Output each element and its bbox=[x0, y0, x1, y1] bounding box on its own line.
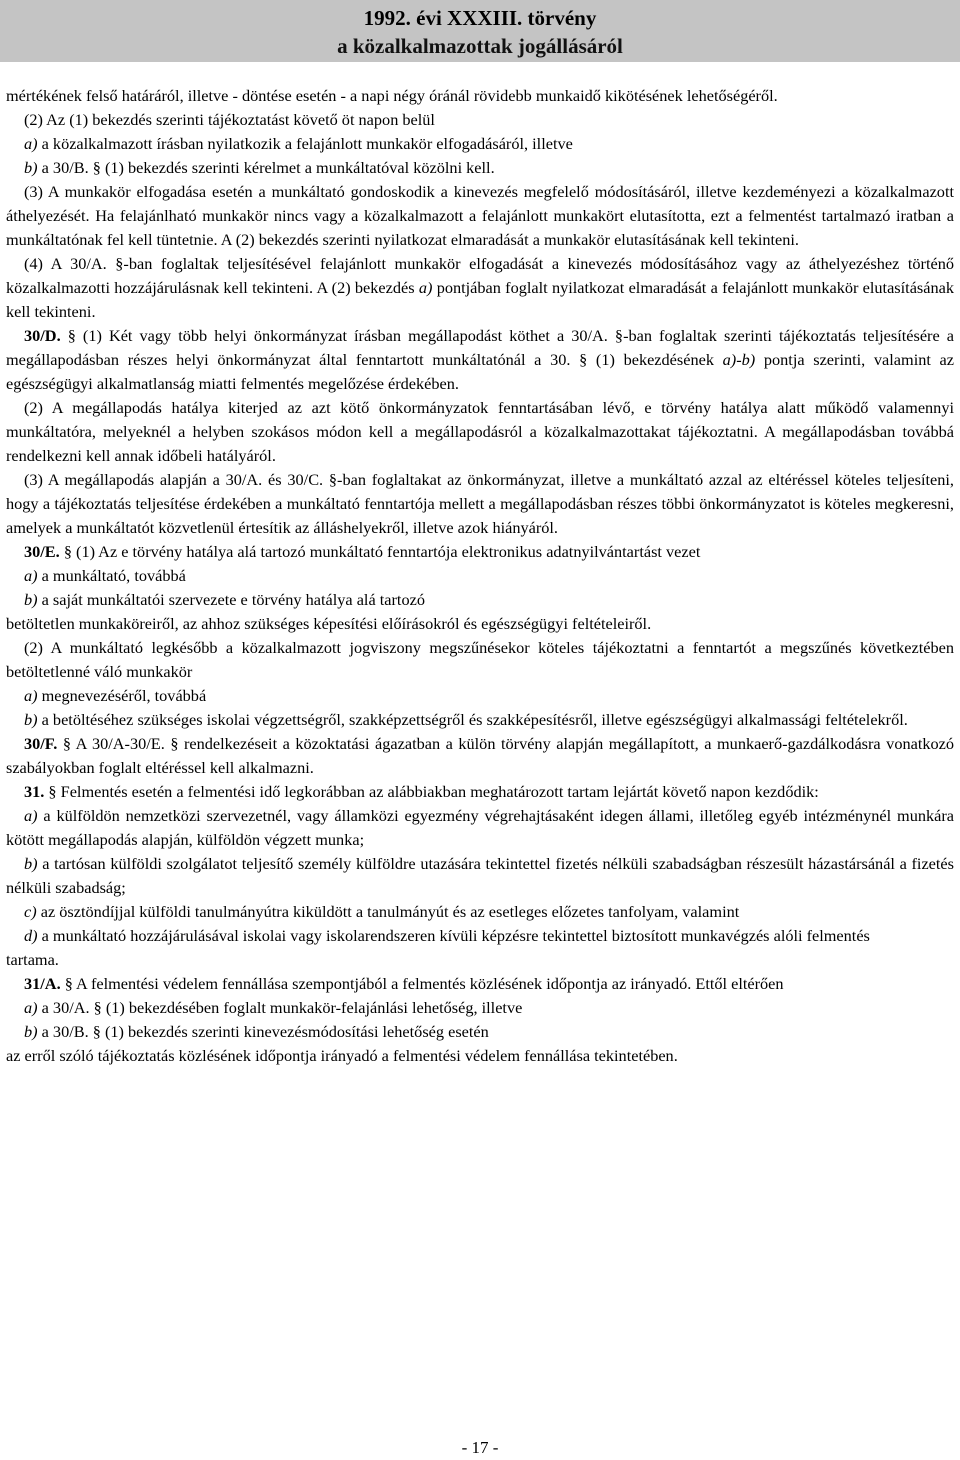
page-header bbox=[0, 0, 960, 62]
section-number: 30/F. bbox=[24, 734, 58, 753]
list-marker: d) bbox=[24, 926, 38, 945]
section-number: 31. bbox=[24, 782, 45, 801]
list-marker: b) bbox=[24, 710, 38, 729]
paragraph-text: az erről szóló tájékoztatás közlésének időpontja irányadó a felmentési védelem fennállása tekintetében. bbox=[6, 1046, 678, 1065]
paragraph-text-continued: pontja szerinti, valamint az egészségügyi alkalmatlanság miatti felmentés megelőzése érdekében. bbox=[6, 350, 955, 393]
header-subtitle: a közalkalmazottak jogállásáról bbox=[337, 34, 623, 58]
paragraph-text: a betöltéséhez szükséges iskolai végzettségről, szakképzettségről és szakképesítésről, illetve egészségügyi alkalmassági feltételekről. bbox=[37, 710, 908, 729]
paragraph-p20 bbox=[6, 852, 954, 900]
paragraph-text: a munkáltató, továbbá bbox=[37, 566, 186, 585]
paragraph-text: § Felmentés esetén a felmentési idő legkorábban az alábbiakban meghatározott tartam lejártát követő napon kezdődik: bbox=[44, 782, 819, 801]
paragraph-text: (3) A munkakör elfogadása esetén a munkáltató gondoskodik a kinevezés megfelelő módosításáról, illetve kezdeményezi a közalkalmazott áthelyezését. Ha felajánlható munkakör nincs vagy a közalkalmazott a felajánlott munkakört elutasította, ezt a felmentést tartalmazó iratban a munkáltatónak fel kell tüntetnie. A (2) bekezdés szerinti nyilatkozat elmaradását a munkakör elutasításának kell tekinteni. bbox=[6, 182, 954, 249]
paragraph-p06 bbox=[6, 252, 954, 324]
paragraph-text: § A felmentési védelem fennállása szempontjából a felmentés közlésének időpontja az irányadó. Ettől eltérően bbox=[60, 974, 784, 993]
document-body bbox=[6, 84, 954, 1068]
paragraph-p09 bbox=[6, 468, 954, 540]
paragraph-p15 bbox=[6, 684, 954, 708]
paragraph-text: a 30/B. § (1) bekezdés szerinti kérelmet a munkáltatóval közölni kell. bbox=[37, 158, 495, 177]
paragraph-p26 bbox=[6, 1020, 954, 1044]
list-marker: b) bbox=[24, 1022, 38, 1041]
paragraph-text: a saját munkáltatói szervezete e törvény hatálya alá tartozó bbox=[37, 590, 425, 609]
section-number: 30/D. bbox=[24, 326, 61, 345]
paragraph-p25 bbox=[6, 996, 954, 1020]
paragraph-p22 bbox=[6, 924, 954, 948]
paragraph-text: a tartósan külföldi szolgálatot teljesítő személy külföldre utazására tekintettel fizetés nélküli szabadságban részesült házastársánál a fizetés nélküli szabadság; bbox=[6, 854, 954, 897]
paragraph-p21 bbox=[6, 900, 954, 924]
inline-reference: a)-b) bbox=[722, 350, 756, 369]
paragraph-p16 bbox=[6, 708, 954, 732]
paragraph-text: a 30/B. § (1) bekezdés szerinti kinevezésmódosítási lehetőség esetén bbox=[37, 1022, 489, 1041]
paragraph-text: a 30/A. § (1) bekezdésében foglalt munkakör-felajánlási lehetőség, illetve bbox=[37, 998, 523, 1017]
paragraph-text: a munkáltató hozzájárulásával iskolai vagy iskolarendszeren kívüli képzésre tekintettel biztosított munkavégzés alóli felmentés bbox=[37, 926, 870, 945]
list-marker: a) bbox=[24, 686, 38, 705]
paragraph-text: (2) A megállapodás hatálya kiterjed az azt kötő önkormányzatok fenntartásában lévő, e törvény hatálya alatt működő valamennyi munkáltatóra, melyeknél a helyben szokásos módon kell a megállapodásról a közalkalmazottakat tájékoztatni. A megállapodásban továbbá rendelkezni kell annak időbeli hatályáról. bbox=[6, 398, 954, 465]
paragraph-p05 bbox=[6, 180, 954, 252]
paragraph-text: § (1) Az e törvény hatálya alá tartozó munkáltató fenntartója elektronikus adatnyilvántartást vezet bbox=[59, 542, 701, 561]
paragraph-p14 bbox=[6, 636, 954, 684]
paragraph-p03 bbox=[6, 132, 954, 156]
paragraph-p18 bbox=[6, 780, 954, 804]
paragraph-text: az ösztöndíjjal külföldi tanulmányútra kiküldött a tanulmányút és az esetleges előzetes tanfolyam, valamint bbox=[36, 902, 740, 921]
paragraph-text: megnevezéséről, továbbá bbox=[37, 686, 207, 705]
list-marker: b) bbox=[24, 158, 38, 177]
paragraph-text: betöltetlen munkaköreiről, az ahhoz szükséges képesítési előírásokról és egészségügyi feltételeiről. bbox=[6, 614, 652, 633]
paragraph-text: (2) Az (1) bekezdés szerinti tájékoztatást követő öt napon belül bbox=[24, 110, 435, 129]
paragraph-text: § (1) Két vagy több helyi önkormányzat írásban megállapodást köthet a 30/A. §-ban foglaltak szerinti tájékoztatás teljesítésére a megállapodásban részes helyi önkormányzat által fenntartott munkáltatónál a 30. § (1) bekezdésének bbox=[6, 326, 954, 369]
list-marker: a) bbox=[24, 134, 38, 153]
paragraph-text: (3) A megállapodás alapján a 30/A. és 30/C. §-ban foglaltakat az önkormányzat, illetve a munkáltató azzal az eltéréssel köteles teljesíteni, hogy a tájékoztatás teljesítése érdekében a munkáltató fenntartója mellett a megállapodásban részes többi önkormányzatot is köteles megkeresni, amelyek a munkáltatót közvetlenül értesítik az álláshelyekről, illetve azok hiányáról. bbox=[6, 470, 954, 537]
paragraph-p17 bbox=[6, 732, 954, 780]
paragraph-p01 bbox=[6, 84, 954, 108]
paragraph-p07 bbox=[6, 324, 954, 396]
paragraph-text: tartama. bbox=[6, 950, 59, 969]
page-number: - 17 - bbox=[461, 1438, 499, 1457]
paragraph-p11 bbox=[6, 564, 954, 588]
paragraph-text: a külföldön nemzetközi szervezetnél, vagy államközi egyezmény végrehajtásaként idegen állami, illetőleg egyéb intézménynél munkára kötött megállapodás alapján, külföldön végzett munka; bbox=[6, 806, 954, 849]
list-marker: b) bbox=[24, 590, 38, 609]
paragraph-p04 bbox=[6, 156, 954, 180]
paragraph-p13 bbox=[6, 612, 954, 636]
list-marker: b) bbox=[24, 854, 38, 873]
paragraph-p27 bbox=[6, 1044, 954, 1068]
list-marker: a) bbox=[24, 566, 38, 585]
paragraph-p10 bbox=[6, 540, 954, 564]
list-marker: c) bbox=[24, 902, 37, 921]
paragraph-text: a közalkalmazott írásban nyilatkozik a felajánlott munkakör elfogadásáról, illetve bbox=[37, 134, 573, 153]
paragraph-p08 bbox=[6, 396, 954, 468]
header-title: 1992. évi XXXIII. törvény bbox=[363, 6, 597, 30]
paragraph-p02 bbox=[6, 108, 954, 132]
list-marker: a) bbox=[24, 998, 38, 1017]
paragraph-p24 bbox=[6, 972, 954, 996]
section-number: 30/E. bbox=[24, 542, 60, 561]
paragraph-text: § A 30/A-30/E. § rendelkezéseit a közoktatási ágazatban a külön törvény alapján megállapított, a munkaerő-gazdálkodásra vonatkozó szabályokban foglalt eltéréssel kell alkalmazni. bbox=[6, 734, 954, 777]
inline-reference: a) bbox=[418, 278, 433, 297]
paragraph-p23 bbox=[6, 948, 954, 972]
section-number: 31/A. bbox=[24, 974, 61, 993]
paragraph-p19 bbox=[6, 804, 954, 852]
paragraph-p12 bbox=[6, 588, 954, 612]
paragraph-text: mértékének felső határáról, illetve - döntése esetén - a napi négy óránál rövidebb munkaidő kikötésének lehetőségéről. bbox=[6, 86, 778, 105]
paragraph-text: (2) A munkáltató legkésőbb a közalkalmazott jogviszony megszűnésekor köteles tájékoztatni a fenntartót a megszűnés következtében betöltetlenné váló munkakör bbox=[6, 638, 954, 681]
paragraph-text-continued: pontjában foglalt nyilatkozat elmaradását a felajánlott munkakör elutasításának kell tekinteni. bbox=[6, 278, 954, 321]
paragraph-text: (4) A 30/A. §-ban foglaltak teljesítésével felajánlott munkakör elfogadását a kinevezés módosításához vagy az áthelyezéshez történő közalkalmazotti hozzájárulásnak kell tekinteni. A (2) bekezdés bbox=[6, 254, 954, 297]
list-marker: a) bbox=[24, 806, 38, 825]
